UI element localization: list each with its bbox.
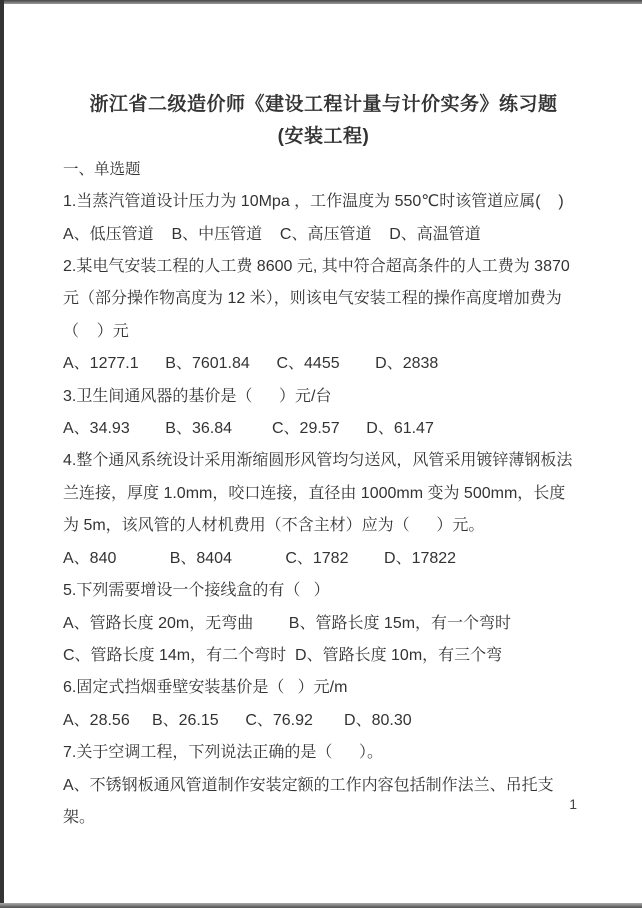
question-6-stem: 6.固定式挡烟垂壁安装基价是（ ）元/m (63, 679, 348, 697)
document-title: 浙江省二级造价师《建设工程计量与计价实务》练习题 (89, 94, 558, 115)
question-1-stem: 1.当蒸汽管道设计压力为 10Mpa ，工作温度为 550℃时该管道应属( ) (63, 193, 564, 211)
question-3 (63, 381, 584, 446)
question-7 (63, 737, 584, 834)
page-edge-left (0, 0, 4, 908)
question-6 (63, 672, 584, 737)
question-4-stem-line-1: 4.整个通风系统设计采用渐缩圆形风管均匀送风，风管采用镀锌薄钢板法 (63, 452, 573, 470)
question-2-stem-line-1: 2.某电气安装工程的人工费 8600 元, 其中符合超高条件的人工费为 3870 (63, 258, 570, 276)
question-5-options-cd: C、管路长度 14m，有二个弯时 D、管路长度 10m，有三个弯 (63, 646, 503, 664)
question-7-stem: 7.关于空调工程，下列说法正确的是（ ）。 (63, 744, 384, 762)
page-number: 1 (569, 796, 577, 812)
question-1 (63, 186, 584, 251)
document-page (4, 4, 642, 903)
question-2 (63, 251, 584, 381)
question-4 (63, 445, 584, 575)
question-1-options: A、低压管道 B、中压管道 C、高压管道 D、高温管道 (63, 225, 481, 243)
question-4-options: A、840 B、8404 C、1782 D、17822 (63, 549, 457, 567)
question-5-stem: 5.下列需要增设一个接线盒的有（ ） (63, 582, 330, 600)
section-heading: 一、单选题 (63, 160, 141, 178)
question-2-stem-line-3: （ ）元 (63, 322, 129, 340)
question-3-stem: 3.卫生间通风器的基价是（ ）元/台 (63, 387, 332, 405)
question-5-options-ab: A、管路长度 20m，无弯曲 B、管路长度 15m，有一个弯时 (63, 614, 512, 632)
question-5 (63, 575, 584, 672)
question-4-stem-line-3: 为 5m，该风管的人材机费用（不含主材）应为（ ）元。 (63, 517, 485, 535)
page-edge-top (0, 0, 642, 4)
question-4-stem-line-2: 兰连接，厚度 1.0mm，咬口连接，直径由 1000mm 变为 500mm，长度 (63, 484, 566, 502)
question-2-options: A、1277.1 B、7601.84 C、4455 D、2838 (63, 355, 439, 373)
question-6-options: A、28.56 B、26.15 C、76.92 D、80.30 (63, 711, 412, 729)
page-edge-bottom (0, 903, 642, 908)
question-3-options: A、34.93 B、36.84 C、29.57 D、61.47 (63, 420, 434, 438)
question-7-option-a: A、不锈钢板通风管道制作安装定额的工作内容包括制作法兰、吊托支架。 (63, 776, 554, 826)
question-2-stem-line-2: 元（部分操作物高度为 12 米），则该电气安装工程的操作高度增加费为 (63, 290, 562, 308)
document-subtitle: (安装工程) (277, 126, 370, 148)
